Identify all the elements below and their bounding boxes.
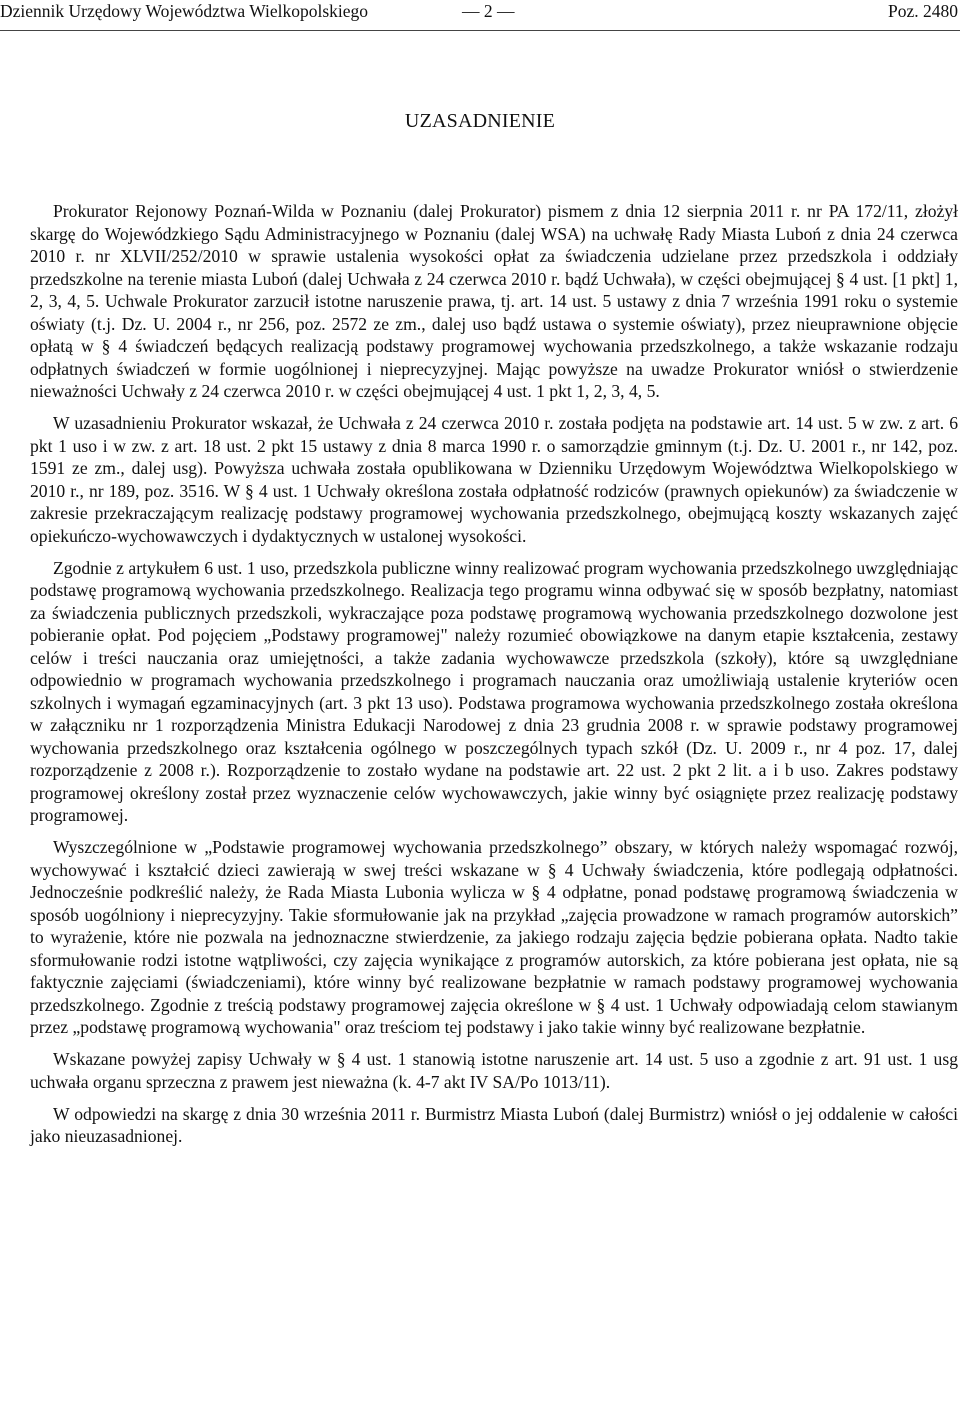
paragraph-core-curriculum: Wyszczególnione w „Podstawie programowej wychowania przedszkolnego” obszary, w których należy wspomagać rozwój, wychowywać i kształcić dzieci zawierają w swej treści wskazane w § 4 Uchwały świadczenia, które podlegają odpłatności. Jednocześnie podkreślić należy, że Rada Miasta Lubonia wylicza w § 4 odpłatne, ponad podstawę programową świadczenia w sposób uogólniony i nieprecyzyjny. Takie sformułowanie jak na przykład „zajęcia prowadzone w ramach programów autorskich” to wyrażenie, które nie pozwala na jednoznaczne stwierdzenie, za jakiego rodzaju zajęcia będzie pobierana opłata. Nadto takie sformułowanie rodzi istotne wątpliwości, czy zajęcia wynikające z programów autorskich, za które pobierana jest opłata, nie są faktycznie zajęciami (świadczeniami), które winny być realizowane bezpłatnie w ramach podstawy programowej wychowania przedszkolnego. Zgodnie z treścią podstawy programowej zajęcia określone w § 4 ust. 1 Uchwały odpowiadają celom stawianym przez „podstawę programową wychowania" oraz treściom tej podstawy i jako takie winny być realizowane bezpłatnie. — [30, 837, 958, 1037]
journal-name: Dziennik Urzędowy Województwa Wielkopolskiego — [0, 1, 369, 21]
paragraph-complaint: Prokurator Rejonowy Poznań-Wilda w Poznaniu (dalej Prokurator) pismem z dnia 12 sierpnia 2011 r. nr PA 172/11, złożył skargę do Wojewódzkiego Sądu Administracyjnego w Poznaniu (dalej WSA) na uchwałę Rady Miasta Luboń z dnia 24 czerwca 2010 r. nr XLVII/252/2010 w sprawie ustalenia wysokości opłat za świadczenia udzielane przez przedszkola i oddziały przedszkolne na terenie miasta Luboń (dalej Uchwała z 24 czerwca 2010 r. bądź Uchwała), w części obejmującej § 4 ust. [1 pkt] 1, 2, 3, 4, 5. Uchwale Prokurator zarzucił istotne naruszenie prawa, tj. art. 14 ust. 5 ustawy z dnia 7 września 1991 roku o systemie oświaty (t.j. Dz. U. 2004 r., nr 256, poz. 2572 ze zm., dalej uso bądź ustawa o systemie oświaty), przez nieuprawnione objęcie opłatą w § 4 świadczeń będących realizacją podstawy programowej wychowania przedszkolnego, a także wskazanie rodzaju odpłatnych świadczeń w formie uogólnionej i nieprecyzyjnej. Mając powyższe na uwadze Prokurator wniósł o stwierdzenie nieważności Uchwały z 24 czerwca 2010 r. w części obejmującej 4 ust. 1 pkt 1, 2, 3, 4, 5. — [30, 201, 958, 401]
paragraph-violation: Wskazane powyżej zapisy Uchwały w § 4 ust. 1 stanowią istotne naruszenie art. 14 ust. 5 uso a zgodnie z art. 91 ust. 1 usg uchwała organu sprzeczna z prawem jest nieważna (k. 4-7 akt IV SA/Po 1013/11). — [30, 1049, 958, 1092]
document-body — [30, 200, 958, 1148]
paragraph-response: W odpowiedzi na skargę z dnia 30 września 2011 r. Burmistrz Miasta Luboń (dalej Burmistrz) wniósł o jej oddalenie w całości jako nieuzasadnionej. — [30, 1103, 958, 1146]
paragraph-justification: W uzasadnieniu Prokurator wskazał, że Uchwała z 24 czerwca 2010 r. została podjęta na podstawie art. 14 ust. 5 w zw. z art. 6 pkt 1 uso i w zw. z art. 18 ust. 2 pkt 15 ustawy z dnia 8 marca 1990 r. o samorządzie gminnym (t.j. Dz. U. 2001 r., nr 142, poz. 1591 ze zm., dalej usg). Powyższa uchwała została opublikowana w Dzienniku Urzędowym Województwa Wielkopolskiego w 2010 r., nr 189, poz. 3516. W § 4 ust. 1 Uchwały określona została odpłatność rodziców (prawnych opiekunów) za świadczenie w zakresie przekraczającym realizację podstawy programowej wychowania przedszkolnego, obejmującą koszty wskazanych zajęć opiekuńczo-wychowawczych i dydaktycznych w ustalonej wysokości. — [30, 413, 958, 546]
position-number: Poz. 2480 — [888, 1, 958, 21]
paragraph-legal-basis: Zgodnie z artykułem 6 ust. 1 uso, przedszkola publiczne winny realizować program wychowania przedszkolnego uwzględniając podstawę programową wychowania przedszkolnego. Realizacja tego programu winna odbywać się w sposób bezpłatny, natomiast za świadczenia publicznych przedszkoli, wykraczające poza podstawę programową wychowania przedszkolnego dozwolone jest pobieranie opłat. Pod pojęciem „Podstawy programowej" należy rozumieć obowiązkowe na danym etapie kształcenia, zestawy celów i treści nauczania oraz umiejętności, a także zadania wychowawcze przedszkola (szkoły), które są uwzględniane odpowiednio w programach wychowania przedszkolnego i programach nauczania oraz umożliwiają ustalenie kryteriów ocen szkolnych i wymagań egzaminacyjnych (art. 3 pkt 13 uso). Podstawa programowa wychowania przedszkolnego została określona w załączniku nr 1 rozporządzenia Ministra Edukacji Narodowej z dnia 23 grudnia 2008 r. w sprawie podstawy programowej wychowania przedszkolnego oraz kształcenia ogólnego w poszczególnych typach szkół (Dz. U. 2009 r., nr 4 poz. 17, dalej rozporządzenie z 2008 r.). Rozporządzenie to zostało wydane na podstawie art. 22 ust. 2 pkt 2 lit. a i b uso. Zakres podstawy programowej określony został przez wyznaczenie celów wychowawczych, jakie winny być osiągnięte przez realizację podstawy programowej. — [30, 557, 958, 825]
document-title: UZASADNIENIE — [404, 110, 556, 132]
page-header — [0, 0, 960, 31]
page-number: — 2 — — [462, 1, 515, 21]
